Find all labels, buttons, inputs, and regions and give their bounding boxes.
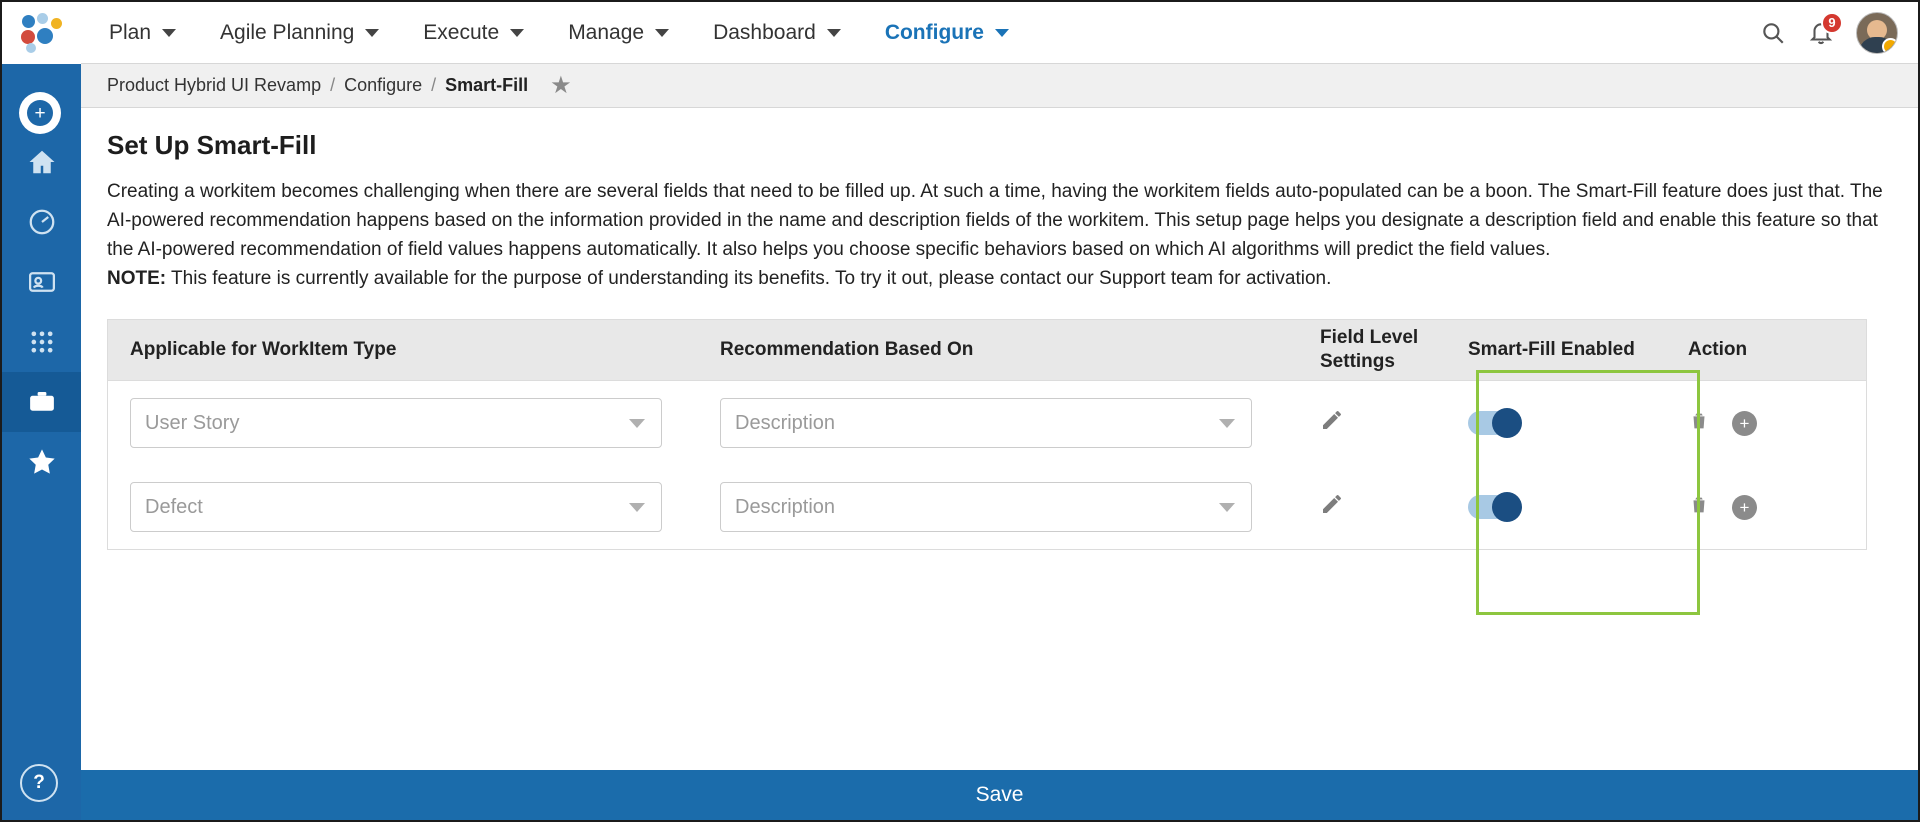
app-logo[interactable] bbox=[2, 2, 81, 64]
sidebar-item-dashboard[interactable] bbox=[2, 192, 81, 252]
grid-apps-icon bbox=[28, 328, 56, 356]
recommendation-select[interactable] bbox=[720, 482, 1252, 532]
recommendation-value: Description bbox=[735, 411, 836, 434]
chevron-down-icon bbox=[655, 29, 669, 37]
left-nav-rail bbox=[2, 2, 81, 820]
nav-item-plan[interactable] bbox=[81, 2, 198, 64]
worktype-select[interactable] bbox=[130, 398, 662, 448]
field-level-line2: Settings bbox=[1320, 351, 1395, 372]
field-settings-cell bbox=[1298, 465, 1446, 549]
nav-label: Configure bbox=[884, 20, 984, 44]
page-description bbox=[107, 177, 1892, 293]
recommendation-value: Description bbox=[735, 495, 836, 518]
breadcrumb-separator: / bbox=[431, 75, 437, 95]
nav-label: Agile Planning bbox=[220, 20, 355, 44]
briefcase-icon bbox=[27, 387, 57, 417]
chevron-down-icon bbox=[162, 29, 176, 37]
nav-item-execute[interactable] bbox=[401, 2, 546, 64]
note-label: NOTE: bbox=[107, 268, 167, 289]
table-row bbox=[108, 381, 1866, 465]
sidebar-item-home[interactable] bbox=[2, 132, 81, 192]
plus-circle-icon[interactable]: + bbox=[1732, 495, 1757, 520]
plus-circle-icon[interactable]: + bbox=[1732, 411, 1757, 436]
worktype-value: Defect bbox=[145, 495, 203, 518]
column-header-field-level-settings bbox=[1298, 320, 1446, 380]
breadcrumb-project[interactable]: Product Hybrid UI Revamp bbox=[107, 75, 322, 95]
table-header-row bbox=[108, 319, 1866, 381]
breadcrumb-separator: / bbox=[330, 75, 336, 95]
smart-fill-toggle-cell bbox=[1446, 465, 1666, 549]
sidebar-item-people[interactable] bbox=[2, 252, 81, 312]
chevron-down-icon bbox=[827, 29, 841, 37]
chevron-down-icon bbox=[1219, 419, 1235, 428]
worktype-cell bbox=[108, 381, 698, 465]
recommendation-cell bbox=[698, 465, 1298, 549]
top-nav-actions bbox=[1760, 12, 1918, 54]
worktype-cell bbox=[108, 465, 698, 549]
top-navigation bbox=[81, 2, 1918, 64]
smart-fill-toggle[interactable] bbox=[1468, 495, 1520, 519]
star-icon bbox=[26, 446, 58, 478]
recommendation-cell bbox=[698, 381, 1298, 465]
column-header-smart-fill-enabled: Smart-Fill Enabled bbox=[1468, 339, 1635, 360]
speedometer-icon bbox=[27, 207, 57, 237]
sidebar-item-favorites[interactable] bbox=[2, 432, 81, 492]
create-new-button[interactable] bbox=[19, 92, 61, 134]
nav-item-dashboard[interactable] bbox=[691, 2, 863, 64]
chevron-down-icon bbox=[629, 419, 645, 428]
breadcrumb-current: Smart-Fill bbox=[445, 75, 529, 95]
column-header-worktype: Applicable for WorkItem Type bbox=[130, 339, 397, 360]
nav-label: Dashboard bbox=[713, 20, 816, 44]
column-header-recommendation: Recommendation Based On bbox=[720, 339, 974, 360]
notifications-button[interactable] bbox=[1808, 15, 1836, 46]
pencil-icon[interactable] bbox=[1320, 408, 1344, 438]
action-cell bbox=[1666, 465, 1866, 549]
smart-fill-toggle-cell bbox=[1446, 381, 1666, 465]
home-icon bbox=[27, 147, 57, 177]
recommendation-select[interactable] bbox=[720, 398, 1252, 448]
nav-item-manage[interactable] bbox=[546, 2, 691, 64]
field-settings-cell bbox=[1298, 381, 1446, 465]
search-icon[interactable] bbox=[1760, 20, 1786, 46]
note-text: This feature is currently available for the purpose of understanding its benefits. To try it out, please contact our Support team for activation. bbox=[166, 268, 1332, 289]
trash-icon[interactable] bbox=[1688, 494, 1710, 521]
nav-label: Execute bbox=[423, 20, 500, 44]
collabnet-logo-icon bbox=[20, 13, 64, 53]
nav-label: Manage bbox=[568, 20, 645, 44]
toggle-knob bbox=[1492, 492, 1522, 522]
worktype-value: User Story bbox=[145, 411, 240, 434]
avatar-status-dot bbox=[1882, 38, 1898, 54]
action-cell bbox=[1666, 381, 1866, 465]
worktype-select[interactable] bbox=[130, 482, 662, 532]
sidebar-item-projects[interactable] bbox=[2, 372, 81, 432]
chevron-down-icon bbox=[1219, 503, 1235, 512]
favorite-star-icon[interactable]: ★ bbox=[550, 71, 572, 99]
description-paragraph: Creating a workitem becomes challenging when there are several fields that need to be filled up. At such a time, having the workitem fields auto-populated can be a boon. The Smart-Fill feature does just that. The AI-powered recommendation happens based on the information provided in the name and description fields of the workitem. This setup page helps you designate a description field and enable this feature so that the AI-powered recommendation of field values happens automatically. It also helps you choose specific behaviors based on which AI algorithms will predict the field values. bbox=[107, 181, 1883, 260]
page-title: Set Up Smart-Fill bbox=[107, 130, 317, 160]
plus-icon: + bbox=[27, 100, 53, 126]
save-bar bbox=[81, 770, 1918, 820]
save-button[interactable]: Save bbox=[975, 783, 1024, 806]
chevron-down-icon bbox=[629, 503, 645, 512]
sidebar-item-apps[interactable] bbox=[2, 312, 81, 372]
notification-badge: 9 bbox=[1821, 12, 1843, 34]
breadcrumb bbox=[81, 64, 1918, 108]
field-level-line1: Field Level bbox=[1320, 327, 1419, 348]
column-header-action: Action bbox=[1688, 339, 1748, 360]
breadcrumb-configure[interactable]: Configure bbox=[344, 75, 423, 95]
chevron-down-icon bbox=[995, 29, 1009, 37]
person-card-icon bbox=[27, 267, 57, 297]
smart-fill-table bbox=[107, 319, 1867, 550]
nav-item-configure[interactable] bbox=[863, 2, 1031, 64]
nav-label: Plan bbox=[109, 20, 152, 44]
toggle-knob bbox=[1492, 408, 1522, 438]
chevron-down-icon bbox=[365, 29, 379, 37]
pencil-icon[interactable] bbox=[1320, 492, 1344, 522]
avatar[interactable] bbox=[1856, 12, 1898, 54]
smart-fill-toggle[interactable] bbox=[1468, 411, 1520, 435]
chevron-down-icon bbox=[510, 29, 524, 37]
nav-item-agile-planning[interactable] bbox=[198, 2, 401, 64]
trash-icon[interactable] bbox=[1688, 410, 1710, 437]
table-row bbox=[108, 465, 1866, 549]
help-button[interactable]: ? bbox=[20, 764, 58, 802]
main-content bbox=[81, 108, 1918, 820]
